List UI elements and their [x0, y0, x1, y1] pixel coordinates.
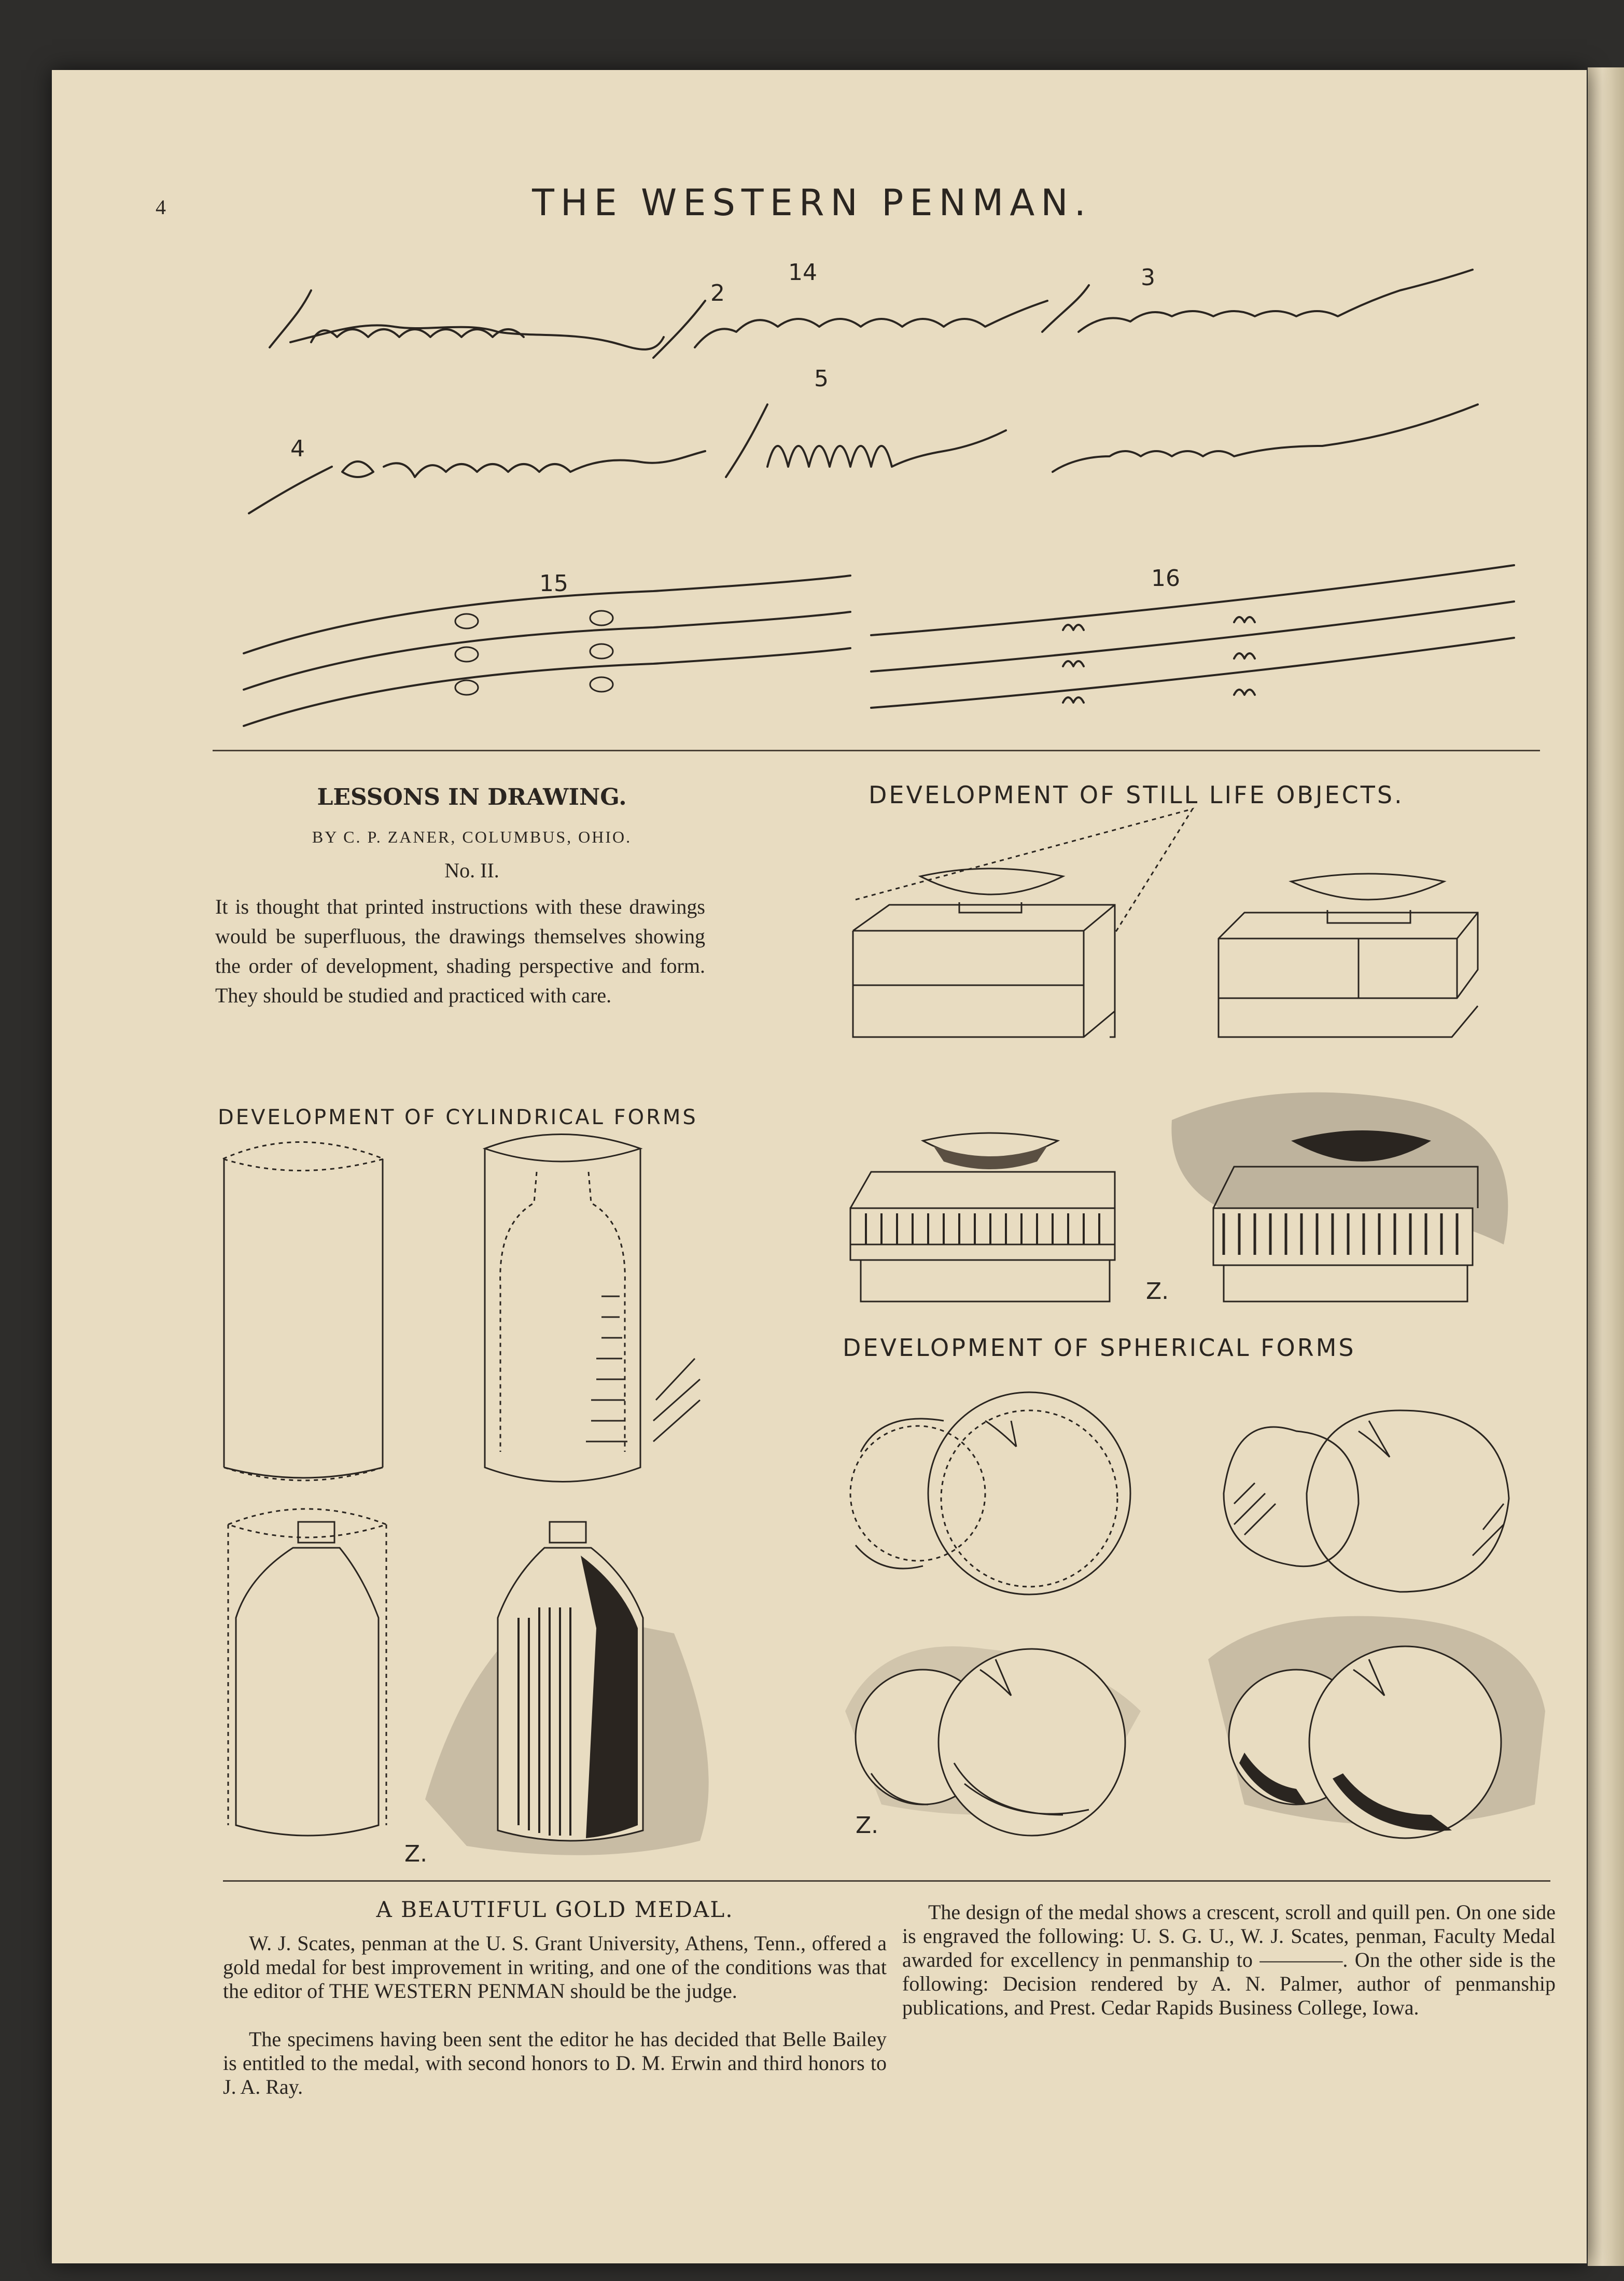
- exercise-label-14: 14: [788, 259, 817, 286]
- exercise-label-4: 4: [290, 436, 305, 462]
- medal-paragraph-1: W. J. Scates, penman at the U. S. Grant University, Athens, Tenn., offered a gold medal for best improvement in writing, and one of the conditions was that the editor of THE WESTERN PENMAN should be the judge.: [223, 1932, 887, 2003]
- medal-title: A BEAUTIFUL GOLD MEDAL.: [376, 1897, 734, 1922]
- section-divider-bottom: [223, 1880, 1550, 1882]
- cylindrical-heading: DEVELOPMENT OF CYLINDRICAL FORMS: [218, 1105, 698, 1129]
- exercise-label-2: 2: [710, 280, 725, 306]
- signature-spherical: Z.: [856, 1812, 879, 1839]
- lesson-title: LESSONS IN DRAWING.: [317, 784, 627, 810]
- medal-paragraph-3: The design of the medal shows a crescent, scroll and quill pen. On one side is engraved the following: U. S. G. U., W. J. Scates, penman, Faculty Medal awarded for excellency in penmanship to ————. On the other side is the following: Decision rendered by A. N. Palmer, author of penmanship publications, and Prest. Cedar Rapids Business College, Iowa.: [902, 1900, 1556, 2019]
- spherical-heading: DEVELOPMENT OF SPHERICAL FORMS: [843, 1334, 1356, 1362]
- lesson-number: No. II.: [444, 859, 499, 882]
- still-life-heading: DEVELOPMENT OF STILL LIFE OBJECTS.: [869, 781, 1404, 809]
- exercise-label-15: 15: [539, 570, 568, 597]
- lesson-text: It is thought that printed instructions with these drawings would be superfluous, the drawings themselves showing the order of development, shading perspective and form. They should be studied and practiced with care.: [215, 895, 705, 1007]
- page-number: 4: [156, 195, 166, 219]
- lesson-byline: BY C. P. ZANER, COLUMBUS, OHIO.: [312, 828, 632, 846]
- exercise-label-16: 16: [1151, 565, 1180, 592]
- exercise-label-5: 5: [814, 366, 829, 392]
- masthead-title: THE WESTERN PENMAN.: [532, 181, 1092, 224]
- signature-cylindrical: Z.: [404, 1841, 428, 1867]
- signature-still-life: Z.: [1146, 1278, 1169, 1305]
- medal-paragraph-2: The specimens having been sent the editor he has decided that Belle Bailey is entitled to the medal, with second honors to D. M. Erwin and third honors to J. A. Ray.: [223, 2027, 887, 2098]
- exercise-label-3: 3: [1141, 264, 1155, 291]
